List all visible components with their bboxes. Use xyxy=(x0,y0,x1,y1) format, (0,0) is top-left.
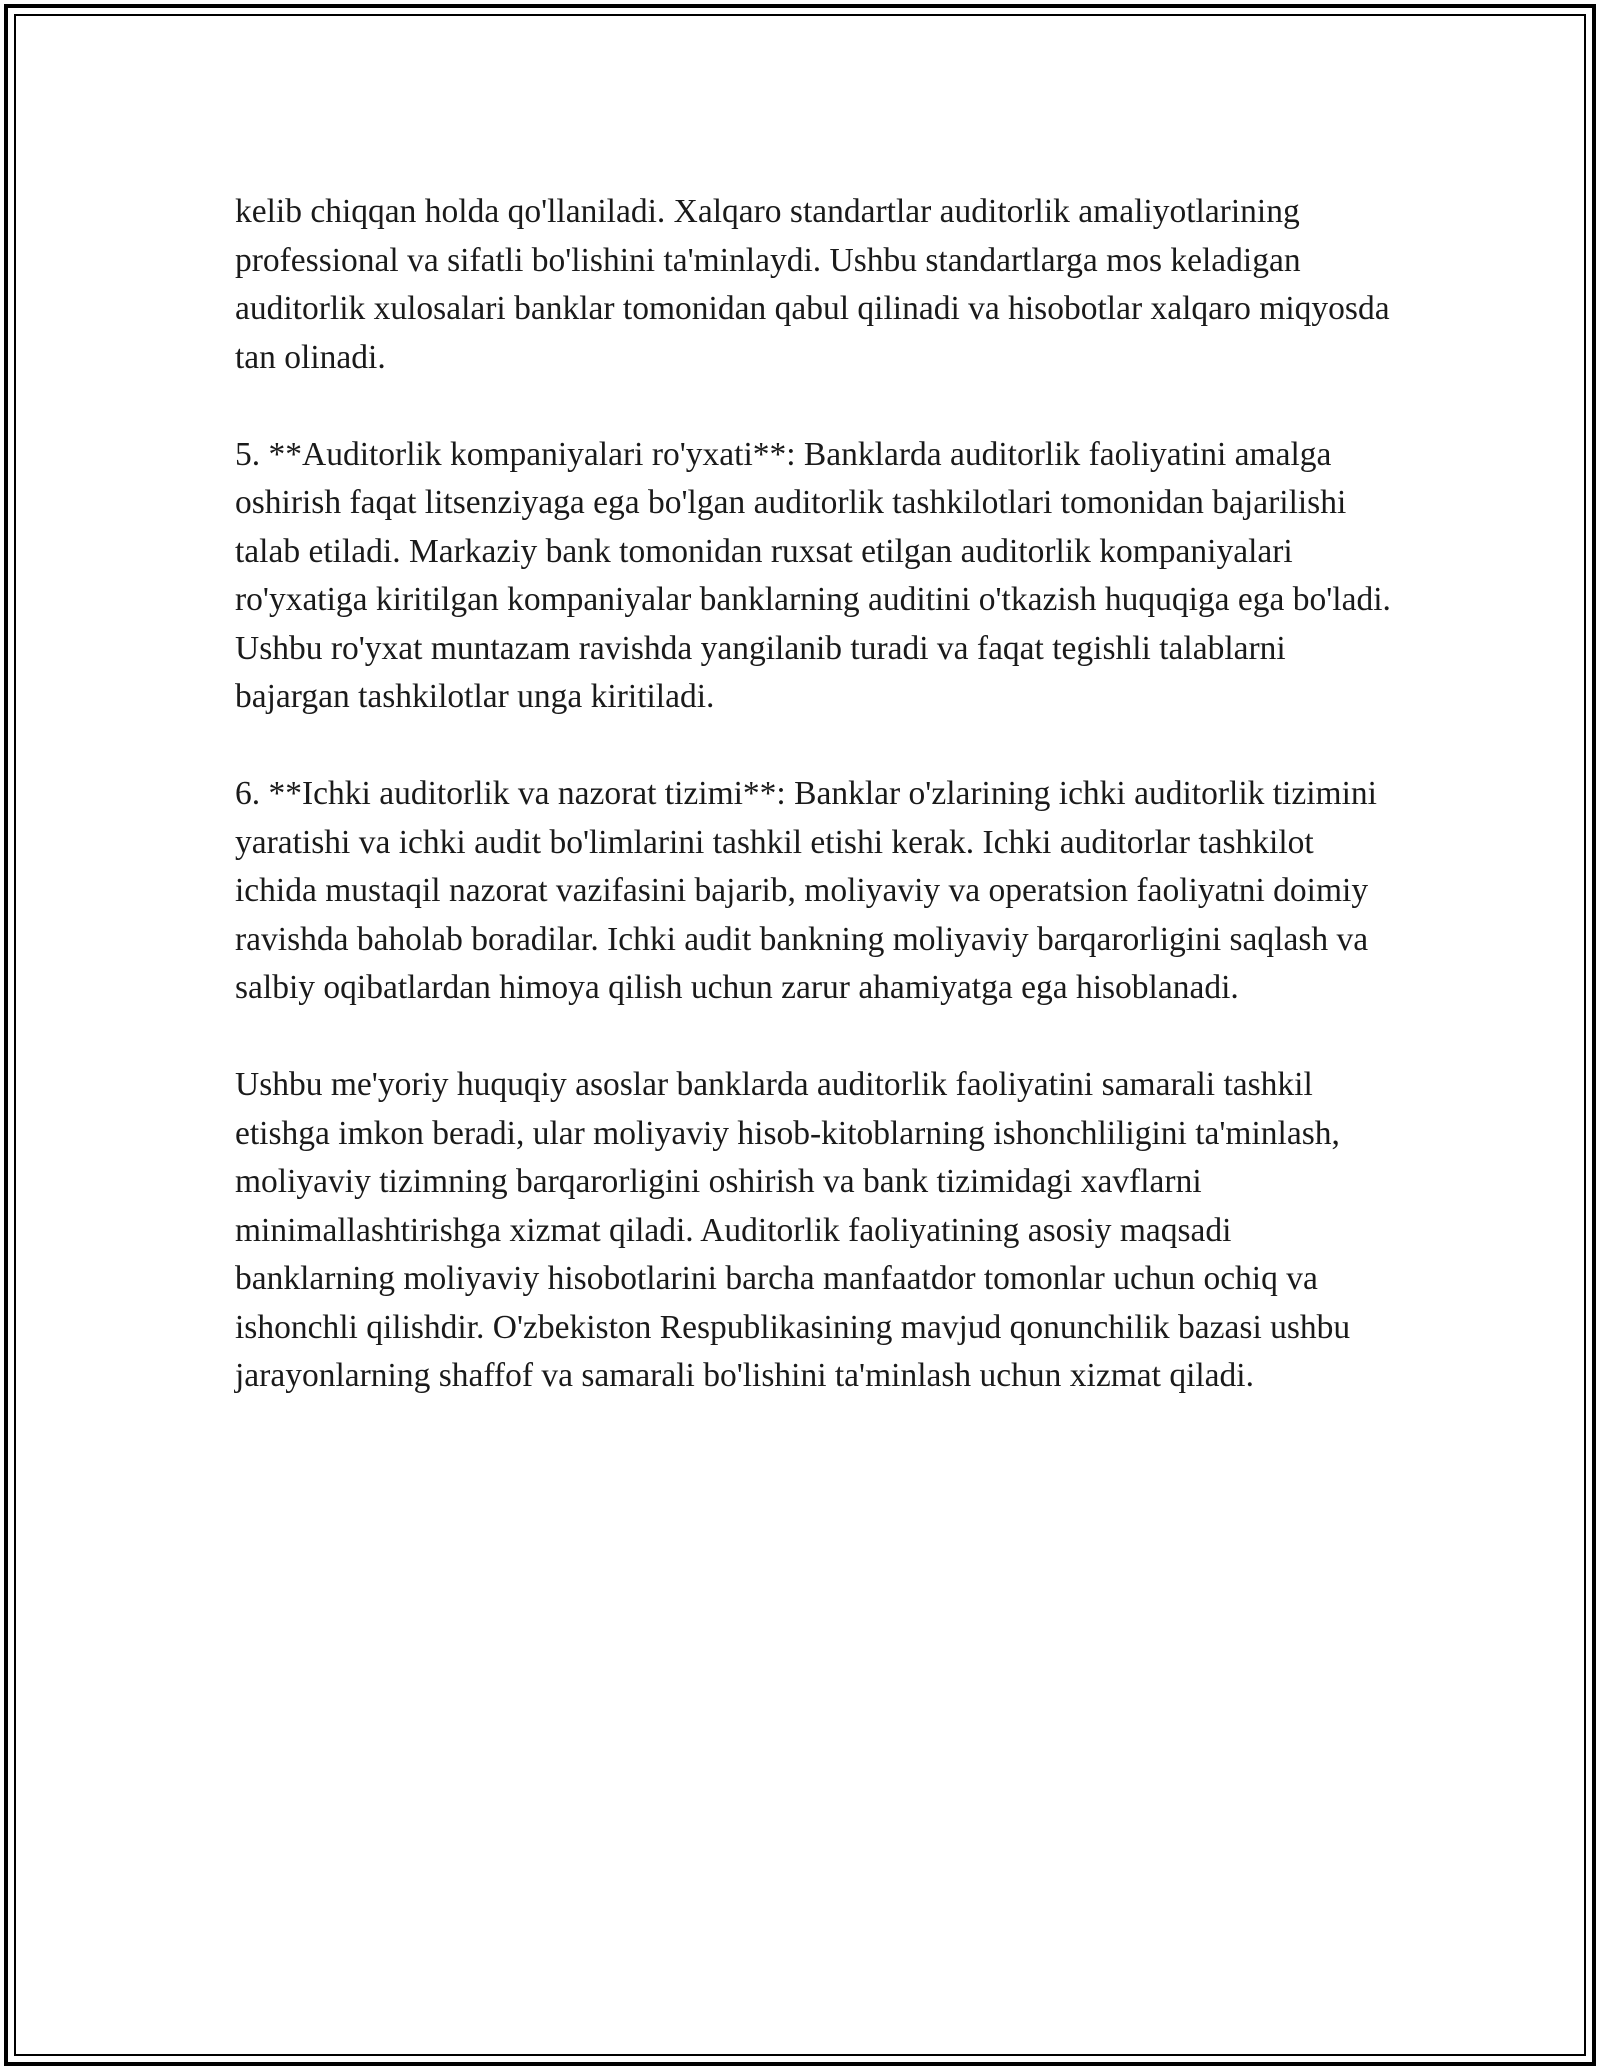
paragraph-intro-continuation: kelib chiqqan holda qo'llaniladi. Xalqaro standartlar auditorlik amaliyotlarining professional va sifatli bo'lishini ta'minlaydi. Ushbu standartlarga mos keladigan auditorlik xulosalari banklar tomonidan qabul qilinadi va hisobotlar xalqaro miqyosda tan olinadi. xyxy=(235,193,1390,376)
paragraph-item-5-audit-companies-list: 5. **Auditorlik kompaniyalari ro'yxati**: Banklarda auditorlik faoliyatini amalga oshirish faqat litsenziyaga ega bo'lgan auditorlik tashkilotlari tomonidan bajarilishi talab etiladi. Markaziy bank tomonidan ruxsat etilgan auditorlik kompaniyalari ro'yxatiga kiritilgan kompaniyalar banklarning auditini o'tkazish huquqiga ega bo'ladi. Ushbu ro'yxat muntazam ravishda yangilanib turadi va faqat tegishli talablarni bajargan tashkilotlar unga kiritiladi. xyxy=(235,435,1391,715)
paragraph-conclusion: Ushbu me'yoriy huquqiy asoslar banklarda auditorlik faoliyatini samarali tashkil etishga imkon beradi, ular moliyaviy hisob-kitoblarning ishonchliligini ta'minlash, moliyaviy tizimning barqarorligini oshirish va bank tizimidagi xavflarni minimallashtirishga xizmat qiladi. Auditorlik faoliyatining asosiy maqsadi banklarning moliyaviy hisobotlarini barcha manfaatdor tomonlar uchun ochiq va ishonchli qilishdir. O'zbekiston Respublikasining mavjud qonunchilik bazasi ushbu jarayonlarning shaffof va samarali bo'lishini ta'minlash uchun xizmat qiladi. xyxy=(235,1066,1351,1394)
document-body xyxy=(235,188,1395,1449)
paragraph-item-6-internal-audit: 6. **Ichki auditorlik va nazorat tizimi**: Banklar o'zlarining ichki auditorlik tizimini yaratishi va ichki audit bo'limlarini tashkil etishi kerak. Ichki auditorlar tashkilot ichida mustaqil nazorat vazifasini bajarib, moliyaviy va operatsion faoliyatni doimiy ravishda baholab boradilar. Ichki audit bankning moliyaviy barqarorligini saqlash va salbiy oqibatlardan himoya qilish uchun zarur ahamiyatga ega hisoblanadi. xyxy=(235,775,1377,1006)
